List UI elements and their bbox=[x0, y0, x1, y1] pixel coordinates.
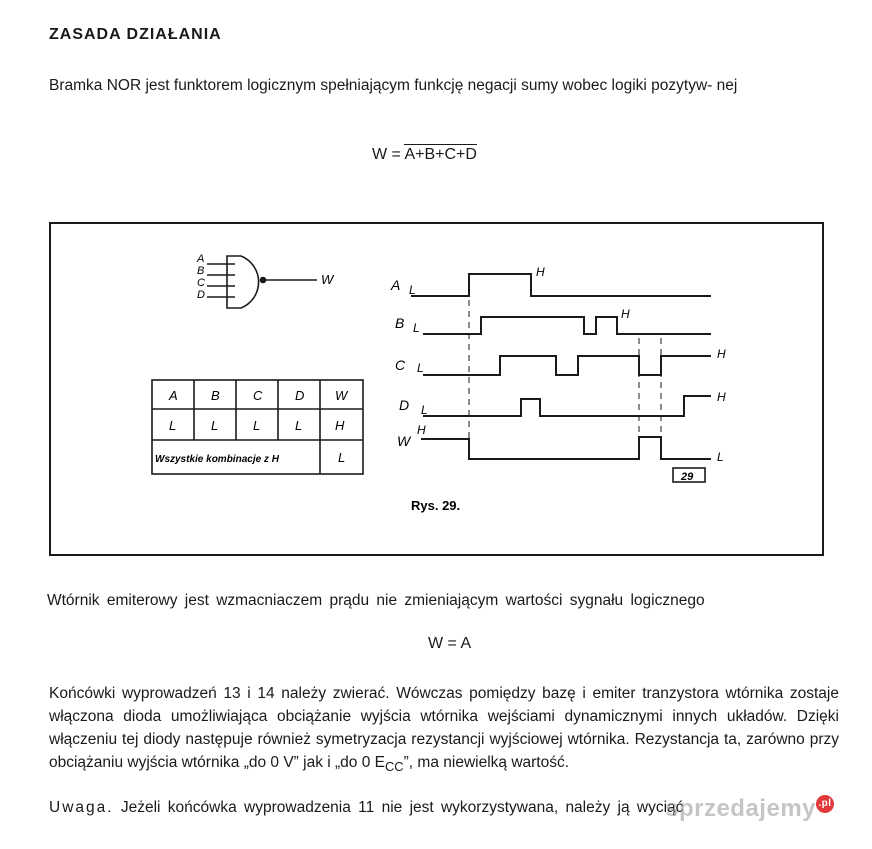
watermark-badge: .pl bbox=[816, 795, 834, 813]
equation-follower: W = A bbox=[428, 635, 472, 652]
waveform-a bbox=[411, 274, 711, 296]
figure-svg bbox=[51, 224, 822, 554]
gate-input-c: C bbox=[197, 277, 205, 289]
table-all-combinations-value: L bbox=[338, 450, 346, 465]
level-d-high: H bbox=[717, 390, 726, 404]
waveform-d bbox=[423, 396, 711, 416]
table-cell-c: L bbox=[253, 418, 261, 433]
level-b-low: L bbox=[413, 321, 420, 335]
note-text: Jeżeli końcówka wyprowadzenia 11 nie jest wykorzystywana, należy ją wyciąć bbox=[113, 799, 684, 816]
paragraph-pins-tail: ”, ma niewielką wartość. bbox=[403, 754, 570, 771]
gate-input-a: A bbox=[197, 253, 205, 265]
table-all-combinations-label: Wszystkie kombinacje z H bbox=[155, 454, 279, 465]
note-label: Uwaga. bbox=[49, 799, 114, 816]
waveform-label-a: A bbox=[391, 277, 401, 293]
table-cell-d: L bbox=[295, 418, 303, 433]
table-cell-w: H bbox=[335, 418, 345, 433]
table-header-d: D bbox=[295, 388, 305, 403]
figure-frame bbox=[49, 222, 824, 556]
level-a-high: H bbox=[536, 265, 545, 279]
waveform-label-w: W bbox=[397, 433, 411, 449]
watermark bbox=[665, 795, 834, 823]
paragraph-pins-text: Końcówki wyprowadzeń 13 i 14 należy zwierać. Wówczas pomiędzy bazę i emiter tranzystora wtórnika zostaje włączona dioda umożliwiająca obciążanie wyjścia wtórnika wejściami dynamicznymi innych układów. Dzięki włączeniu tej diody następuje również symetryzacja rezystancji wyjściowej wtórnika. Rezystancja ta, zarówno przy obciążaniu wyjścia wtórnika „do 0 V” jak i „do 0 E bbox=[49, 685, 839, 771]
timing-dashed-guides bbox=[469, 300, 661, 438]
paragraph-emitter-follower: Wtórnik emiterowy jest wzmacniaczem prądu nie zmieniającym wartości sygnału logicznego bbox=[47, 592, 705, 609]
paragraph-nor-definition: Bramka NOR jest funktorem logicznym spełniającym funkcję negacji sumy wobec logiki pozytyw- nej bbox=[49, 77, 738, 94]
waveform-c bbox=[423, 356, 711, 375]
waveform-label-b: B bbox=[395, 315, 405, 331]
gate-input-b: B bbox=[197, 265, 205, 277]
paragraph-pins-subscript: CC bbox=[384, 759, 404, 775]
nor-gate-symbol bbox=[207, 256, 317, 308]
level-c-low: L bbox=[417, 361, 424, 375]
waveform-b bbox=[423, 317, 711, 334]
waveform-label-c: C bbox=[395, 357, 406, 373]
watermark-text: sprzedajemy bbox=[665, 795, 816, 822]
level-c-high: H bbox=[717, 347, 726, 361]
table-header-w: W bbox=[335, 388, 348, 403]
figure-number: 29 bbox=[681, 471, 694, 483]
table-header-c: C bbox=[253, 388, 263, 403]
equation-nor-lhs: W = bbox=[372, 146, 405, 163]
waveform-w bbox=[421, 437, 711, 459]
gate-input-d: D bbox=[197, 289, 205, 301]
level-w-low: L bbox=[717, 450, 724, 464]
table-header-a: A bbox=[169, 388, 178, 403]
table-header-b: B bbox=[211, 388, 220, 403]
table-cell-a: L bbox=[169, 418, 177, 433]
table-cell-b: L bbox=[211, 418, 219, 433]
level-a-low: L bbox=[409, 283, 416, 297]
timing-waveforms bbox=[411, 274, 711, 459]
level-b-high: H bbox=[621, 307, 630, 321]
gate-output-w: W bbox=[321, 272, 334, 287]
paragraph-pins bbox=[49, 682, 839, 778]
waveform-label-d: D bbox=[399, 397, 410, 413]
equation-nor-rhs: A+B+C+D bbox=[404, 146, 477, 163]
section-heading: ZASADA DZIAŁANIA bbox=[49, 26, 222, 43]
level-w-high: H bbox=[417, 423, 426, 437]
figure-caption: Rys. 29. bbox=[411, 498, 461, 513]
level-d-low: L bbox=[421, 403, 428, 417]
equation-nor bbox=[372, 146, 477, 164]
